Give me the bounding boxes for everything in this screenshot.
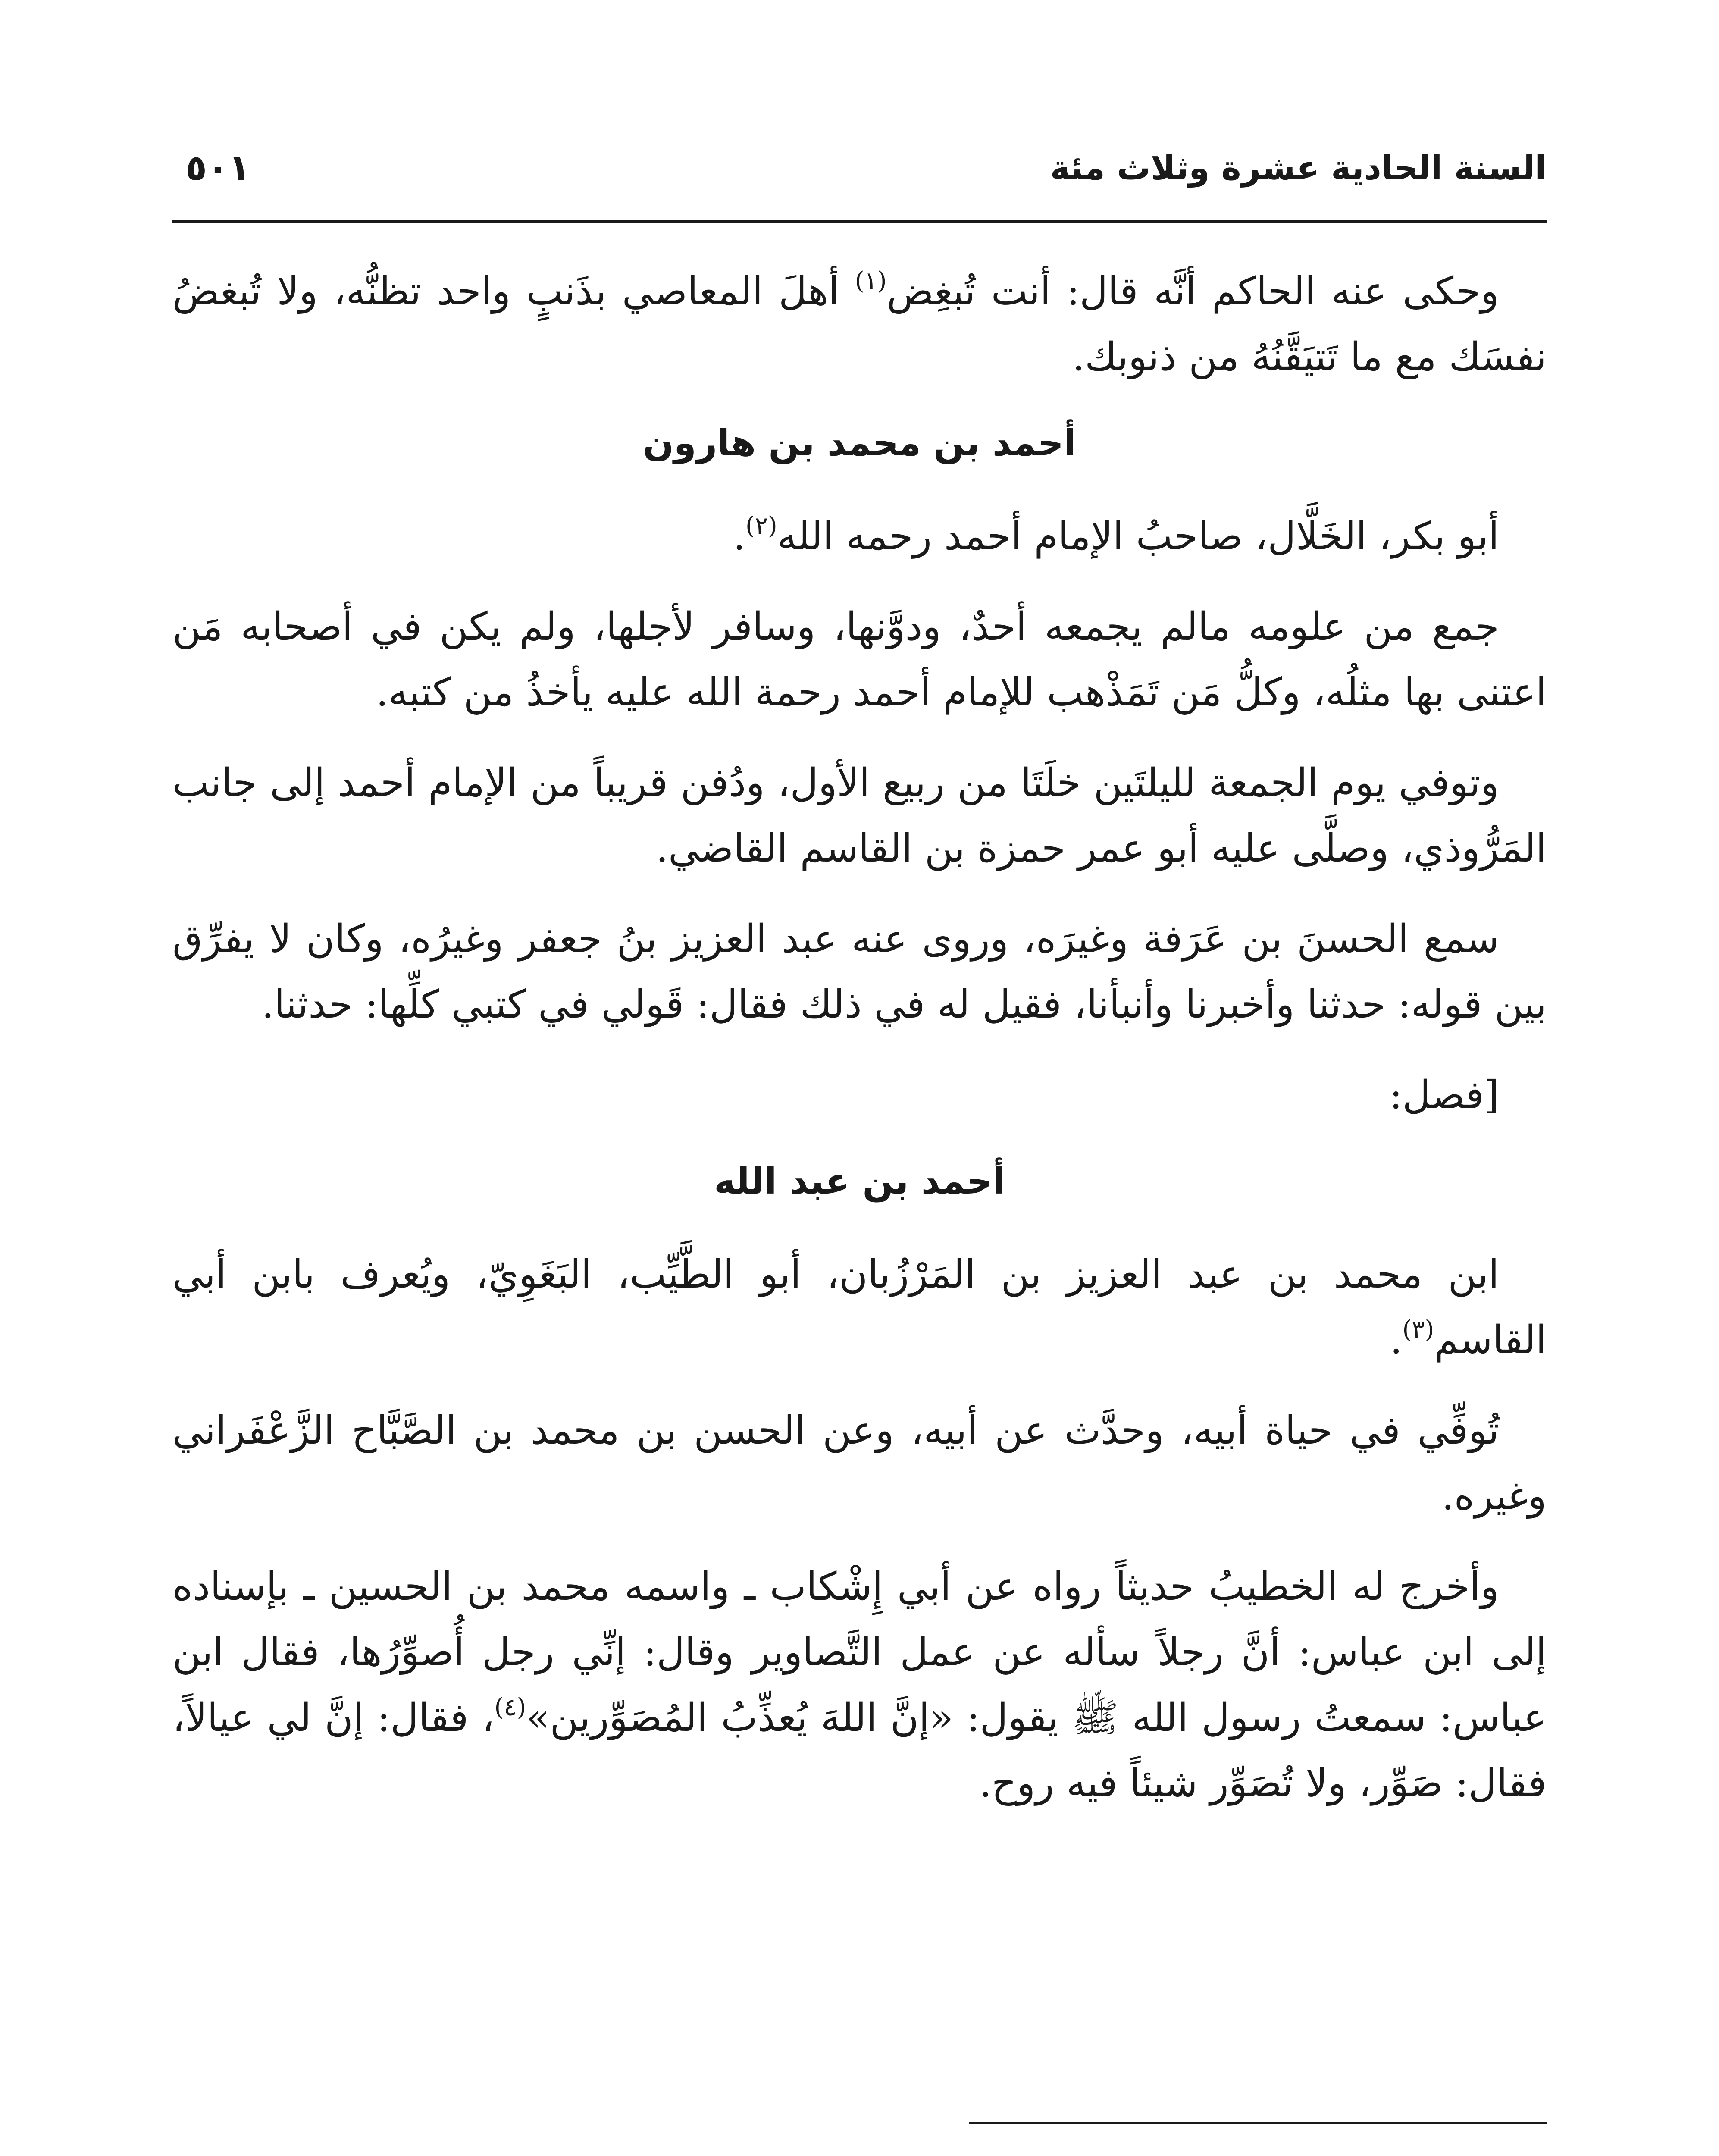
header-rule — [172, 220, 1547, 223]
footnote-ref-2: (٢) — [745, 512, 777, 540]
footnote-1 — [172, 2152, 1547, 2156]
paragraph-text: وحكى عنه الحاكم أنَّه قال: أنت تُبغِض — [886, 269, 1499, 314]
paragraph-hakim-quote — [172, 259, 1547, 390]
paragraph-text-tail: . — [733, 514, 745, 559]
footnote-ref-3: (٣) — [1402, 1316, 1434, 1344]
running-head — [185, 142, 1547, 207]
paragraph-khallal-works: جمع من علومه مالم يجمعه أحدٌ، ودوَّنها، وسافر لأجلها، ولم يكن في أصحابه مَن اعتنى بها مثلُه، وكلُّ مَن تَمَذْهب للإمام أحمد رحمة الله عليه يأخذُ من كتبه. — [172, 604, 1547, 715]
page-number: ٥٠١ — [185, 147, 250, 188]
paragraph-text-tail: . — [1390, 1317, 1403, 1363]
paragraph-text: ابن محمد بن عبد العزيز بن المَرْزُبان، أبو الطَّيِّب، البَغَوِيّ، ويُعرف بابن أبي القاسم — [172, 1252, 1547, 1363]
paragraph-baghawi-intro — [172, 1242, 1547, 1373]
paragraph-text: وأخرج له الخطيبُ حديثاً رواه عن أبي إِشْكاب ـ واسمه محمد بن الحسين ـ بإسناده إلى ابن عباس: أنَّ رجلاً سأله عن عمل التَّصاوير وقال: إنِّي رجل أُصوِّرُها، فقال ابن عباس: سمعتُ رسول الله ﷺ يقول: «إنَّ اللهَ يُعذِّبُ المُصَوِّرين» — [172, 1564, 1547, 1740]
paragraph-text: أبو بكر، الخَلَّال، صاحبُ الإمام أحمد رحمه الله — [777, 514, 1499, 559]
running-title: السنة الحادية عشرة وثلاث مئة — [1050, 149, 1547, 188]
footnotes — [172, 2152, 1547, 2156]
paragraph-khallal-intro — [172, 504, 1547, 569]
main-text — [172, 259, 1547, 1841]
paragraph-baghawi-hadith — [172, 1554, 1547, 1816]
paragraph-baghawi-death: تُوفِّي في حياة أبيه، وحدَّث عن أبيه، وعن الحسن بن محمد بن الصَّبَّاح الزَّعْفَراني وغيره. — [172, 1408, 1547, 1519]
paragraph-khallal-narration: سمع الحسنَ بن عَرَفة وغيرَه، وروى عنه عبد العزيز بنُ جعفر وغيرُه، وكان لا يفرِّق بين قوله: حدثنا وأخبرنا وأنبأنا، فقيل له في ذلك فقال: قَولي في كتبي كلِّها: حدثنا. — [172, 916, 1547, 1027]
footnote-mark — [1510, 2152, 1547, 2156]
paragraph-khallal-death: وتوفي يوم الجمعة لليلتَين خلَتَا من ربيع الأول، ودُفن قريباً من الإمام أحمد إلى جانب المَرُّوذي، وصلَّى عليه أبو عمر حمزة بن القاسم القاضي. — [172, 760, 1547, 871]
section-marker-fasl: [فصل: — [1389, 1072, 1499, 1118]
footnote-rule — [969, 2122, 1547, 2124]
paragraph-text-tail: ، فقال: إنَّ لي عيالاً، فقال: صَوِّر، ولا تُصَوِّر شيئاً فيه روح. — [172, 1695, 1547, 1806]
footnote-ref-4: (٤) — [494, 1693, 526, 1721]
section-heading-ahmad-bin-abdullah: أحمد بن عبد الله — [714, 1160, 1005, 1202]
paragraph-text-tail: أهلَ المعاصي بذَنبٍ واحد تظنُّه، ولا تُبغضُ نفسَك مع ما تَتيَقَّنُهُ من ذنوبك. — [172, 269, 1547, 379]
footnote-ref-1: (١) — [855, 267, 887, 295]
section-heading-ahmad-bin-muhammad: أحمد بن محمد بن هارون — [643, 422, 1076, 464]
